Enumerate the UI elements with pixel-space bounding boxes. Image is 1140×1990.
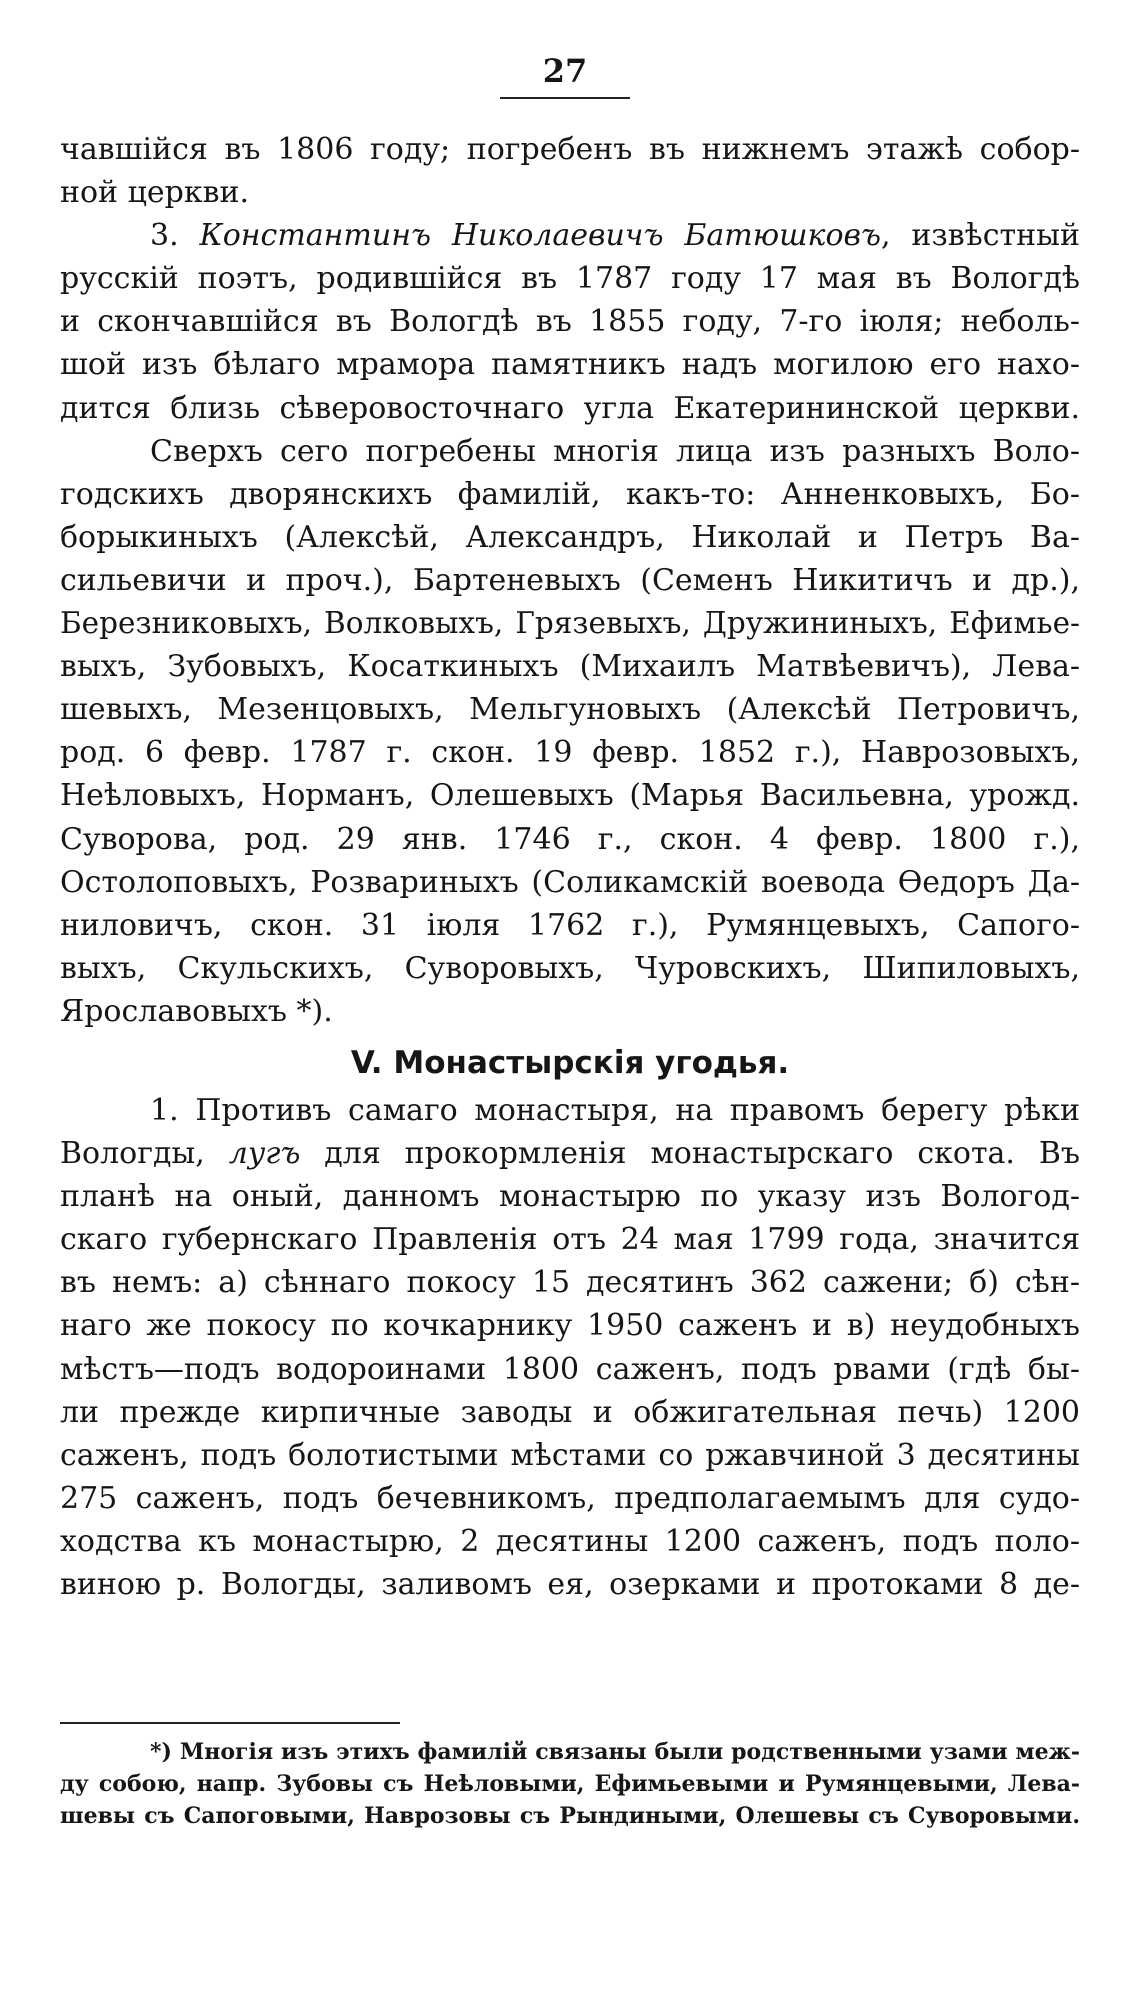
text-run: Вологды, [60, 1136, 205, 1172]
text-line: русскій поэтъ, родившійся въ 1787 году 17 мая въ Вологдѣ [60, 261, 1080, 297]
footnote-line: шевы съ Сапоговыми, Наврозовы съ Рындиными, Олешевы съ Суворовыми. [60, 1803, 1080, 1829]
text-line: Остолоповыхъ, Розвариныхъ (Соликамскій воевода Ѳедоръ Да- [60, 864, 1080, 900]
text-line: сильевичи и проч.), Бартеневыхъ (Семенъ Никитичъ и др.), [60, 562, 1080, 598]
text-line-meadow [60, 1132, 1080, 1175]
text-line: Суворова, род. 29 янв. 1746 г., скон. 4 февр. 1800 г.), [60, 821, 1080, 857]
text-line: выхъ, Скульскихъ, Суворовыхъ, Чуровскихъ, Шипиловыхъ, [60, 950, 1080, 986]
footnote [60, 1736, 1080, 1832]
text-line: скаго губернскаго Правленія отъ 24 мая 1799 года, значится [60, 1222, 1080, 1258]
text-line: род. 6 февр. 1787 г. скон. 19 февр. 1852 г.), Наврозовыхъ, [60, 735, 1080, 771]
text-line: шой изъ бѣлаго мрамора памятникъ надъ могилою его нахо- [60, 347, 1080, 383]
text-run: , извѣстный [880, 218, 1080, 254]
text-line: Ярославовыхъ *). [60, 993, 333, 1029]
text-line: ниловичъ, скон. 31 іюля 1762 г.), Румянцевыхъ, Сапого- [60, 907, 1080, 943]
text-line: планѣ на оный, данномъ монастырю по указу изъ Вологод- [60, 1179, 1080, 1215]
text-line: Березниковыхъ, Волковыхъ, Грязевыхъ, Дружининыхъ, Ефимье- [60, 606, 1080, 641]
page-number: 27 [542, 52, 588, 90]
person-name: Константинъ Николаевичъ Батюшковъ [199, 218, 881, 254]
emphasis-word: лугъ [228, 1136, 301, 1172]
body-text [60, 128, 1080, 1606]
text-line: и скончавшійся въ Вологдѣ въ 1855 году, 7-го іюля; неболь- [60, 304, 1080, 340]
text-line: Неѣловыхъ, Норманъ, Олешевыхъ (Марья Васильевна, урожд. [60, 778, 1080, 814]
text-line: дится близь сѣверовосточнаго угла Екатерининской церкви. [60, 390, 1080, 426]
text-line: ходства къ монастырю, 2 десятины 1200 саженъ, подъ поло- [60, 1523, 1080, 1559]
item-number: 3. [150, 218, 179, 254]
text-line: 275 саженъ, подъ бечевникомъ, предполагаемымъ для судо- [60, 1480, 1080, 1516]
footnote-line: ду собою, напр. Зубовы съ Неѣловыми, Ефимьевыми и Румянцевыми, Лева- [60, 1771, 1080, 1797]
text-line: ли прежде кирпичные заводы и обжигательная печь) 1200 [60, 1394, 1080, 1430]
text-line: 1. Противъ самаго монастыря, на правомъ берегу рѣки [150, 1092, 1080, 1128]
text-line: шевыхъ, Мезенцовыхъ, Мельгуновыхъ (Алексѣй Петровичъ, [60, 692, 1080, 728]
text-line: ной церкви. [60, 175, 250, 211]
footnote-line: *) Многія изъ этихъ фамилій связаны были родственными узами меж- [150, 1739, 1080, 1765]
section-heading: V. Монастырскія угодья. [350, 1044, 790, 1081]
text-line: въ немъ: а) сѣннаго покосу 15 десятинъ 362 сажени; б) сѣн- [60, 1265, 1080, 1301]
text-line: борыкиныхъ (Алексѣй, Александръ, Николай и Петръ Ва- [60, 519, 1080, 555]
text-line: виною р. Вологды, заливомъ ея, озерками и протоками 8 де- [60, 1567, 1080, 1602]
page-number-rule [500, 97, 630, 99]
text-line: выхъ, Зубовыхъ, Косаткиныхъ (Михаилъ Матвѣевичъ), Лева- [60, 649, 1080, 685]
text-line: годскихъ дворянскихъ фамилій, какъ-то: Анненковыхъ, Бо- [60, 476, 1080, 512]
text-line: мѣстъ—подъ водороинами 1800 саженъ, подъ рвами (гдѣ бы- [60, 1351, 1080, 1387]
text-line-bio [60, 214, 1080, 257]
text-line: наго же покосу по кочкарнику 1950 саженъ и в) неудобныхъ [60, 1308, 1080, 1344]
text-line: саженъ, подъ болотистыми мѣстами со ржавчиной 3 десятины [60, 1437, 1080, 1473]
footnote-rule [60, 1722, 400, 1724]
text-line: чавшійся въ 1806 году; погребенъ въ нижнемъ этажѣ собор- [60, 132, 1080, 167]
text-run: для прокормленія монастырскаго скота. Въ [324, 1136, 1080, 1172]
text-line: Сверхъ сего погребены многія лица изъ разныхъ Воло- [150, 433, 1080, 469]
